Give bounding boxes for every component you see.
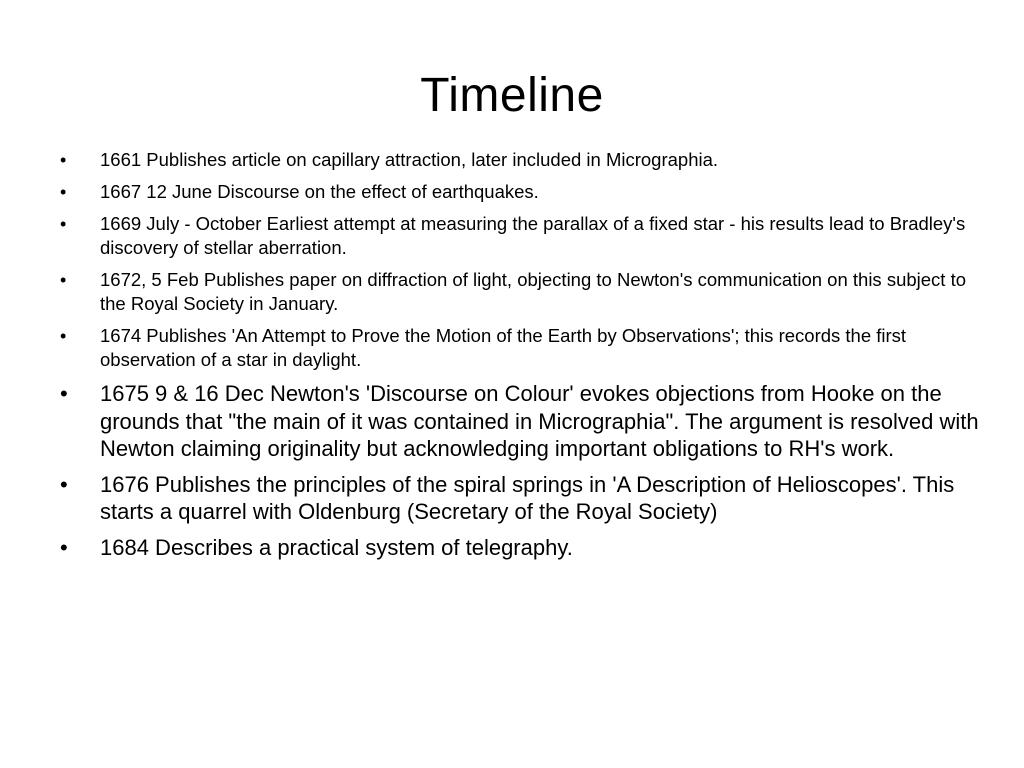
list-item-text: 1675 9 & 16 Dec Newton's 'Discourse on Colour' evokes objections from Hooke on the grounds that "the main of it was contained in Micrographia". The argument is resolved with Newton claiming originality but acknowledging important obligations to RH's work. bbox=[100, 381, 979, 461]
bullet-icon: • bbox=[60, 150, 67, 170]
list-item bbox=[60, 212, 980, 260]
list-item bbox=[60, 268, 980, 316]
list-item-text: 1674 Publishes 'An Attempt to Prove the Motion of the Earth by Observations'; this records the first observation of a star in daylight. bbox=[100, 325, 907, 370]
list-item-text: 1676 Publishes the principles of the spiral springs in 'A Description of Helioscopes'. This starts a quarrel with Oldenburg (Secretary of the Royal Society) bbox=[100, 471, 955, 524]
list-item bbox=[60, 180, 980, 204]
list-item bbox=[60, 534, 980, 562]
bullet-icon: • bbox=[60, 326, 67, 346]
bullet-icon: • bbox=[60, 182, 67, 202]
list-item bbox=[60, 148, 980, 172]
list-item-text: 1661 Publishes article on capillary attraction, later included in Micrographia. bbox=[100, 149, 719, 170]
list-item-text: 1669 July - October Earliest attempt at measuring the parallax of a fixed star - his results lead to Bradley's discovery of stellar aberration. bbox=[100, 213, 966, 258]
list-item-text: 1667 12 June Discourse on the effect of earthquakes. bbox=[100, 181, 539, 202]
bullet-icon: • bbox=[60, 534, 68, 560]
bullet-icon: • bbox=[60, 270, 67, 290]
list-item-text: 1672, 5 Feb Publishes paper on diffraction of light, objecting to Newton's communication on this subject to the Royal Society in January. bbox=[100, 269, 967, 314]
timeline-list bbox=[60, 148, 980, 569]
bullet-icon: • bbox=[60, 214, 67, 234]
list-item bbox=[60, 324, 980, 372]
bullet-icon: • bbox=[60, 381, 68, 406]
slide-title: Timeline bbox=[420, 69, 604, 122]
list-item bbox=[60, 471, 980, 526]
bullet-icon: • bbox=[60, 471, 68, 497]
list-item bbox=[60, 380, 980, 463]
list-item-text: 1684 Describes a practical system of telegraphy. bbox=[100, 534, 573, 560]
